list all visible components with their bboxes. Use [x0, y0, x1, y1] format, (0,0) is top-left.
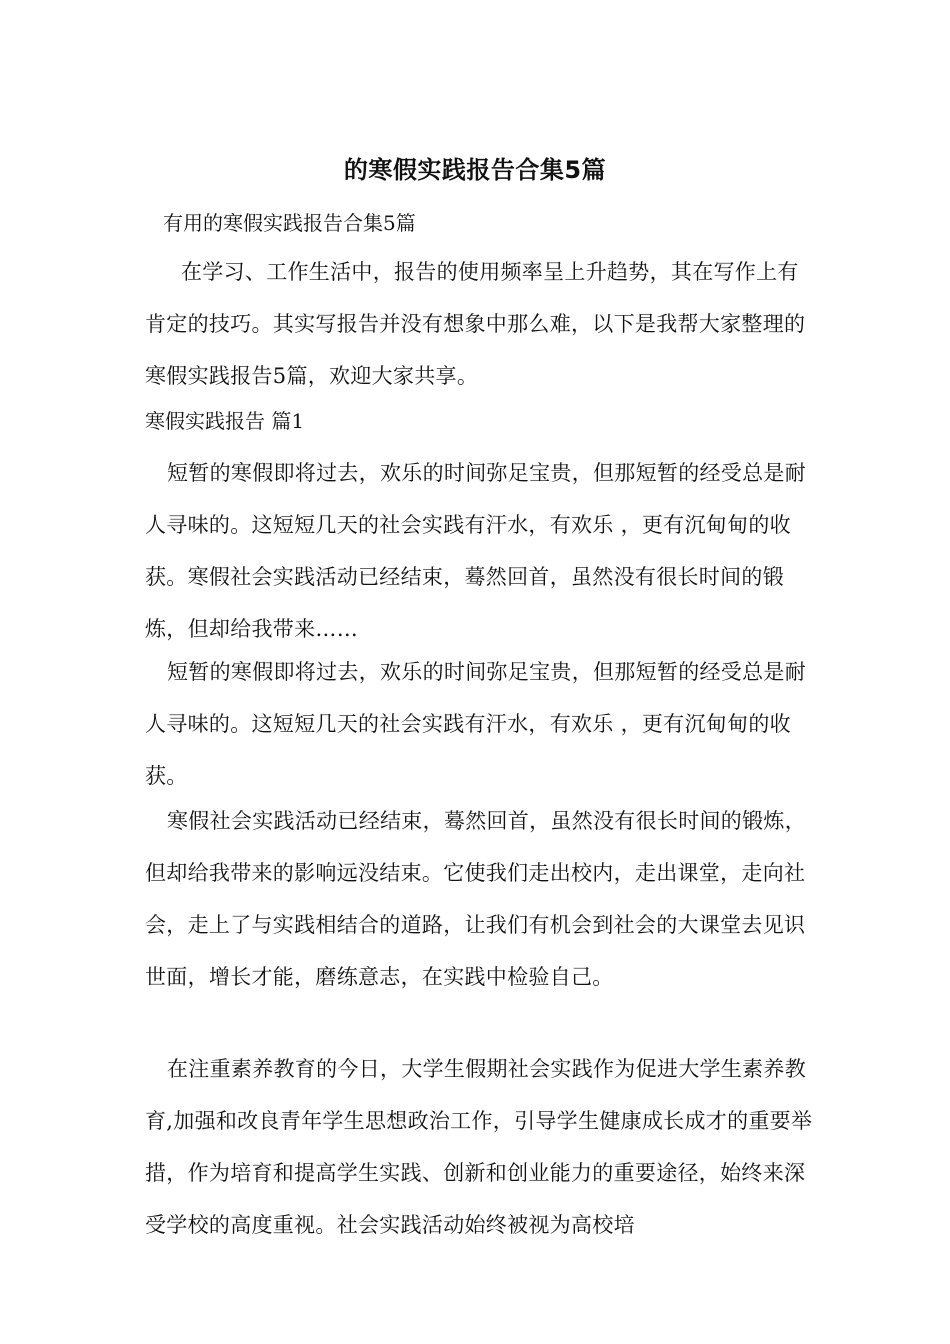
intro-paragraph: 在学习、工作生活中，报告的使用频率呈上升趋势，其在写作上有肯定的技巧。其实写报告并没有想象中那么难，以下是我帮大家整理的寒假实践报告5篇，欢迎大家共享。: [145, 260, 806, 388]
paragraph-3: 寒假社会实践活动已经结束，蓦然回首，虽然没有很长时间的锻炼，但却给我带来的影响远没结束。它使我们走出校内，走出课堂，走向社会，走上了与实践相结合的道路，让我们有机会到社会的大课堂去见识世面，增长才能，磨练意志，在实践中检验自己。: [145, 809, 806, 989]
document-subtitle: 有用的寒假实践报告合集5篇: [163, 211, 416, 235]
paragraph-4: 在注重素养教育的今日，大学生假期社会实践作为促进大学生素养教育,加强和改良青年学生思想政治工作，引导学生健康成长成才的重要举措，作为培育和提高学生实践、创新和创业能力的重要途径，始终来深受学校的高度重视。社会实践活动始终被视为高校培: [145, 1057, 813, 1237]
section-heading: 寒假实践报告 篇1: [145, 409, 305, 433]
paragraph-1: 短暂的寒假即将过去，欢乐的时间弥足宝贵，但那短暂的经受总是耐人寻味的。这短短几天的社会实践有汗水，有欢乐 ，更有沉甸甸的收获。寒假社会实践活动已经结束，蓦然回首，虽然没有很长时间的锻炼，但却给我带来……: [145, 461, 806, 641]
document-title: 的寒假实践报告合集5篇: [343, 156, 607, 184]
paragraph-2: 短暂的寒假即将过去，欢乐的时间弥足宝贵，但那短暂的经受总是耐人寻味的。这短短几天的社会实践有汗水，有欢乐 ，更有沉甸甸的收获。: [145, 660, 806, 788]
